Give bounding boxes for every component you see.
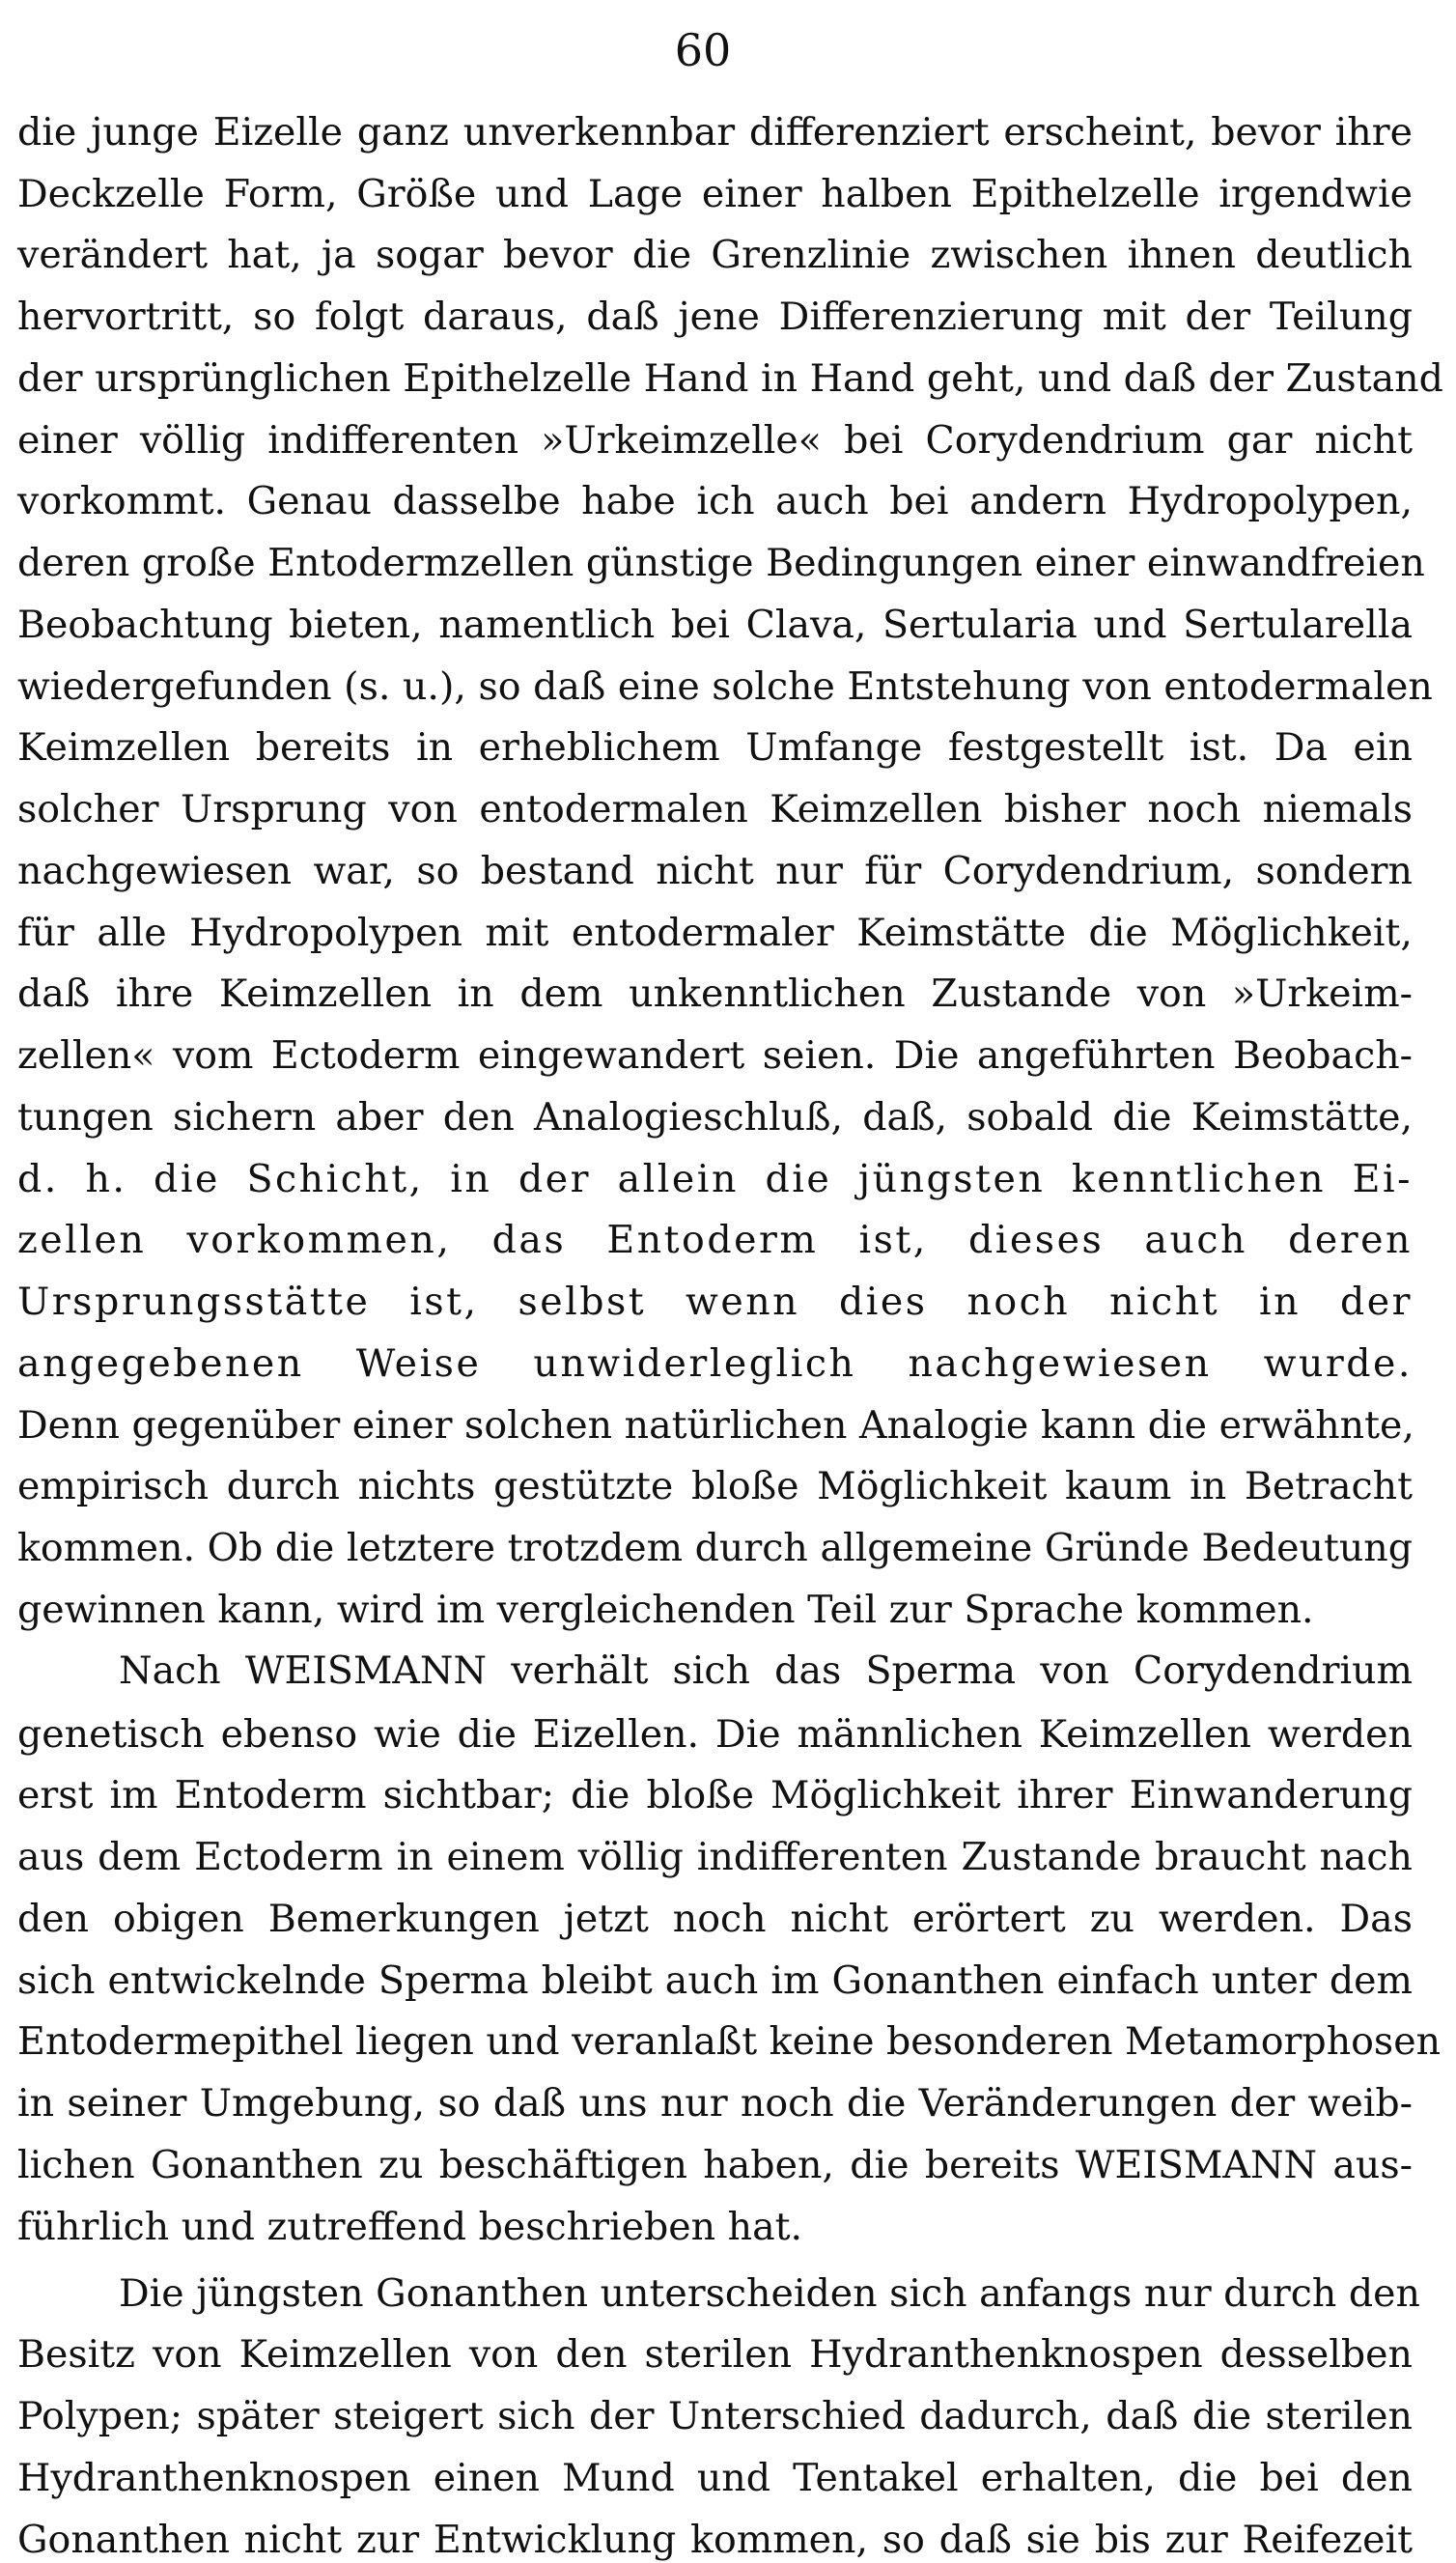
text-line: Deckzelle Form, Größe und Lage einer halben Epithelzelle irgendwie [17,171,1413,216]
text-line: Gonanthen nicht zur Entwicklung kommen, so daß sie bis zur Reifezeit [17,2517,1413,2562]
text-line: Hydranthenknospen einen Mund und Tentakel erhalten, die bei den [17,2455,1413,2500]
text-line: Beobachtung bieten, namentlich bei Clava, Sertularia und Sertularella [17,602,1413,647]
text-line: den obigen Bemerkungen jetzt noch nicht erörtert zu werden. Das [17,1896,1413,1941]
text-line: gewinnen kann, wird im vergleichenden Teil zur Sprache kommen. [17,1587,1314,1632]
text-line: in seiner Umgebung, so daß uns nur noch die Veränderungen der weib- [17,2081,1413,2126]
text-line: zellen« vom Ectoderm eingewandert seien. Die angeführten Beobach- [17,1033,1413,1079]
text-line: nachgewiesen war, so bestand nicht nur für Corydendrium, sondern [17,848,1413,893]
text-line: die junge Eizelle ganz unverkennbar differenziert erscheint, bevor ihre [17,109,1413,155]
text-line: Die jüngsten Gonanthen unterscheiden sich anfangs nur durch den [119,2270,1420,2316]
text-line: kommen. Ob die letztere trotzdem durch allgemeine Gründe Bedeutung [17,1525,1413,1570]
text-line: Ursprungsstätte ist, selbst wenn dies noch nicht in der [17,1280,1413,1325]
text-line: einer völlig indifferenten »Urkeimzelle« bei Corydendrium gar nicht [17,417,1413,463]
text-line: zellen vorkommen, das Entoderm ist, dieses auch deren [17,1218,1413,1263]
text-line: daß ihre Keimzellen in dem unkenntlichen Zustande von »Urkeim- [17,972,1413,1017]
text-line: aus dem Ectoderm in einem völlig indifferenten Zustande braucht nach [17,1835,1413,1880]
text-line: Keimzellen bereits in erheblichem Umfange festgestellt ist. Da ein [17,725,1413,771]
text-line: sich entwickelnde Sperma bleibt auch im Gonanthen einfach unter dem [17,1957,1413,2003]
text-line: empirisch durch nichts gestützte bloße Möglichkeit kaum in Betracht [17,1464,1413,1509]
text-line: für alle Hydropolypen mit entodermaler Keimstätte die Möglichkeit, [17,910,1413,955]
text-line: Nach WEISMANN verhält sich das Sperma von Corydendrium [119,1648,1413,1694]
text-line: der ursprünglichen Epithelzelle Hand in Hand geht, und daß der Zustand [17,355,1443,401]
text-line: tungen sichern aber den Analogieschluß, daß, sobald die Keimstätte, [17,1094,1413,1140]
text-line: vorkommt. Genau dasselbe habe ich auch bei andern Hydropolypen, [17,479,1413,524]
text-line: führlich und zutreffend beschrieben hat. [17,2204,803,2249]
text-line: Besitz von Keimzellen von den sterilen Hydranthenknospen desselben [17,2332,1413,2378]
text-line: Entodermepithel liegen und veranlaßt keine besonderen Metamorphosen [17,2019,1442,2065]
text-line: wiedergefunden (s. u.), so daß eine solche Entstehung von entodermalen [17,663,1433,709]
text-line: solcher Ursprung von entodermalen Keimzellen bisher noch niemals [17,787,1413,832]
text-line: d. h. die Schicht, in der allein die jüngsten kenntlichen Ei- [17,1156,1413,1201]
text-line: lichen Gonanthen zu beschäftigen haben, die bereits WEISMANN aus- [17,2142,1413,2187]
text-line: deren große Entodermzellen günstige Bedingungen einer einwandfreien [17,541,1425,586]
text-line: erst im Entoderm sichtbar; die bloße Möglichkeit ihrer Einwanderung [17,1773,1413,1818]
text-line: angegebenen Weise unwiderleglich nachgewiesen wurde. [17,1340,1413,1386]
text-line: hervortritt, so folgt daraus, daß jene Differenzierung mit der Teilung [17,295,1413,340]
text-line: genetisch ebenso wie die Eizellen. Die männlichen Keimzellen werden [17,1711,1413,1757]
text-line: Polypen; später steigert sich der Unterschied dadurch, daß die sterilen [17,2394,1413,2439]
text-line: verändert hat, ja sogar bevor die Grenzlinie zwischen ihnen deutlich [17,233,1413,278]
text-line: Denn gegenüber einer solchen natürlichen Analogie kann die erwähnte, [17,1402,1414,1448]
page-number: 60 [674,24,732,76]
